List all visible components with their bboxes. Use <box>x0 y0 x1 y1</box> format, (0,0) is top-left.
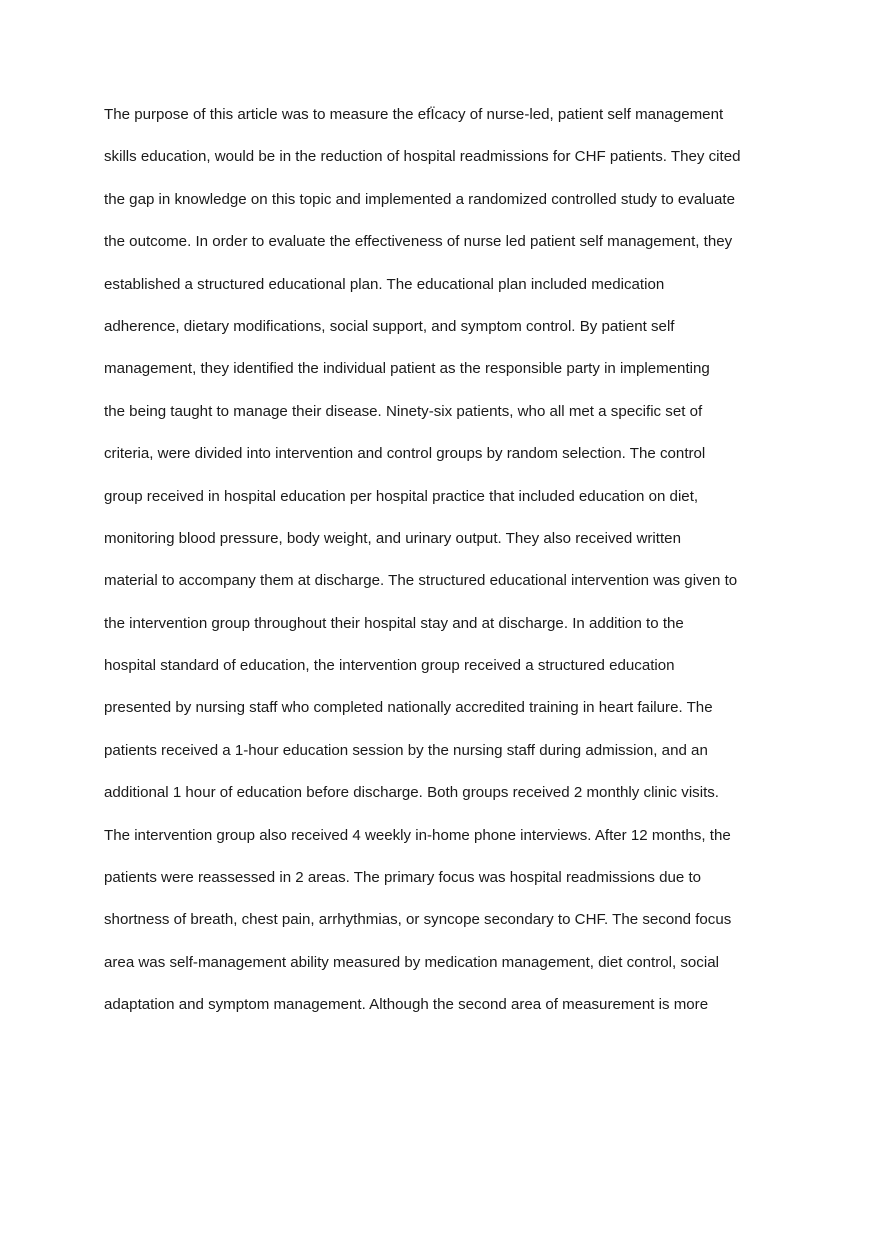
text-line: criteria, were divided into intervention and control groups by random selection. The control <box>104 445 706 463</box>
text-line: the outcome. In order to evaluate the effectiveness of nurse led patient self management, they <box>104 233 733 251</box>
text-line: group received in hospital education per hospital practice that included education on diet, <box>104 487 699 505</box>
text-line: patients were reassessed in 2 areas. The primary focus was hospital readmissions due to <box>104 869 702 887</box>
text-line: additional 1 hour of education before discharge. Both groups received 2 monthly clinic visits. <box>104 784 720 802</box>
text-line: material to accompany them at discharge. The structured educational intervention was given to <box>104 572 738 590</box>
text-line: area was self-management ability measured by medication management, diet control, social <box>104 953 719 971</box>
text-line: established a structured educational plan. The educational plan included medication <box>104 275 665 293</box>
text-line: presented by nursing staff who completed nationally accredited training in heart failure. The <box>104 699 713 717</box>
text-line: adaptation and symptom management. Although the second area of measurement is more <box>104 996 709 1014</box>
body-paragraph <box>104 94 804 1027</box>
text-line: the intervention group throughout their hospital stay and at discharge. In addition to the <box>104 614 684 632</box>
text-line: adherence, dietary modifications, social support, and symptom control. By patient self <box>104 317 675 335</box>
text-line: the being taught to manage their disease. Ninety-six patients, who all met a specific set of <box>104 402 703 420</box>
text-line: hospital standard of education, the intervention group received a structured education <box>104 657 675 675</box>
text-line: The purpose of this article was to measure the efÏcacy of nurse-led, patient self management <box>104 106 724 123</box>
text-line: the gap in knowledge on this topic and implemented a randomized controlled study to evaluate <box>104 190 735 208</box>
text-line: patients received a 1-hour education session by the nursing staff during admission, and an <box>104 741 708 759</box>
text-line: management, they identified the individual patient as the responsible party in implementing <box>104 360 710 378</box>
text-line: shortness of breath, chest pain, arrhythmias, or syncope secondary to CHF. The second focus <box>104 911 732 929</box>
text-line: The intervention group also received 4 weekly in-home phone interviews. After 12 months, the <box>104 826 731 844</box>
text-line: skills education, would be in the reduction of hospital readmissions for CHF patients. They cited <box>104 148 741 166</box>
text-line: monitoring blood pressure, body weight, and urinary output. They also received written <box>104 529 681 547</box>
